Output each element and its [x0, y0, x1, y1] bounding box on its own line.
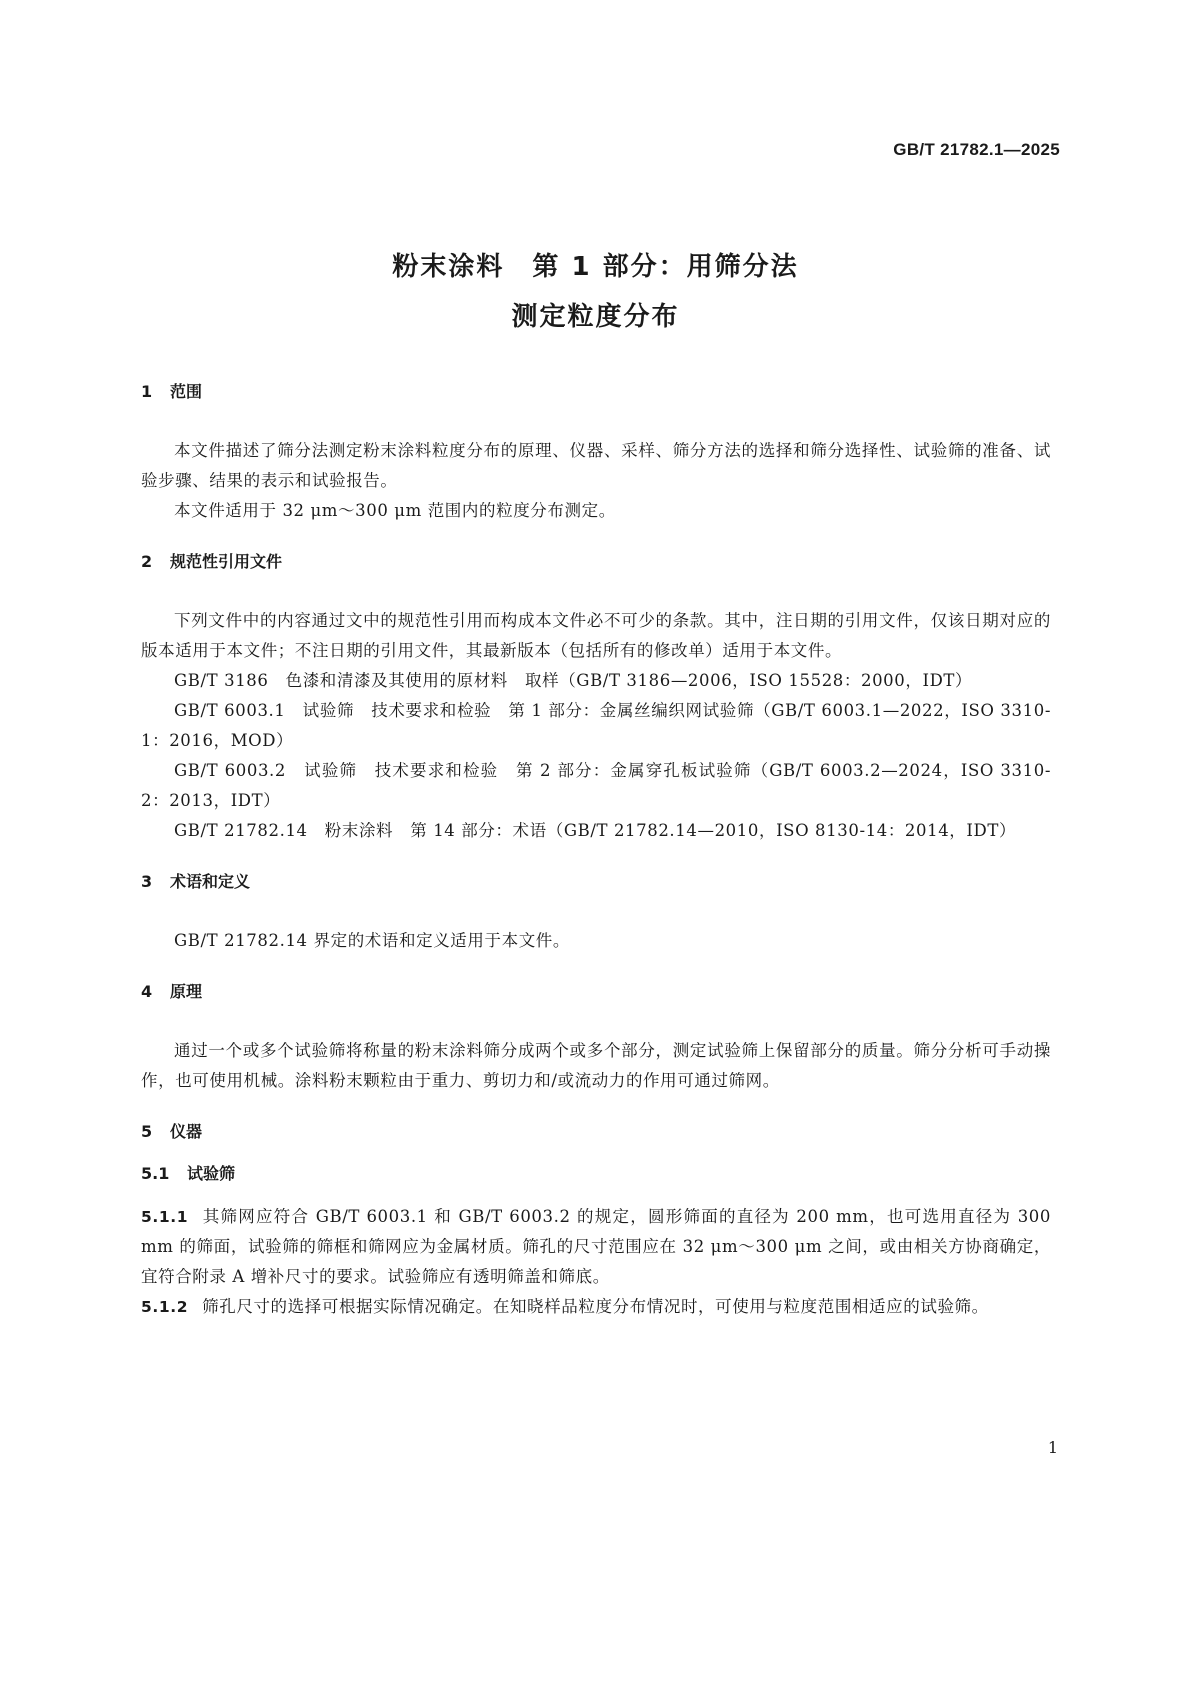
subsection-number: 5.1	[141, 1164, 170, 1183]
section-heading-scope	[141, 378, 1051, 406]
subsection-title: 试验筛	[187, 1164, 236, 1183]
section-title: 术语和定义	[170, 872, 251, 891]
standard-number: GB/T 21782.1—2025	[893, 140, 1060, 159]
section-number: 4	[141, 982, 153, 1001]
section-title: 原理	[170, 982, 203, 1001]
reference-item: GB/T 6003.1 试验筛 技术要求和检验 第 1 部分：金属丝编织网试验筛（GB/T 6003.1—2022，ISO 3310-1：2016，MOD）	[141, 701, 1051, 750]
clause-text: 筛孔尺寸的选择可根据实际情况确定。在知晓样品粒度分布情况时，可使用与粒度范围相适应的试验筛。	[202, 1297, 989, 1316]
section-title: 范围	[170, 382, 203, 401]
reference-item: GB/T 21782.14 粉末涂料 第 14 部分：术语（GB/T 21782.14—2010，ISO 8130-14：2014，IDT）	[174, 821, 1017, 840]
section-heading-normative-references	[141, 548, 1051, 576]
clause-5-1-1	[141, 1202, 1051, 1292]
reference-item: GB/T 3186 色漆和清漆及其使用的原材料 取样（GB/T 3186—2006，ISO 15528：2000，IDT）	[174, 671, 973, 690]
paragraph: 本文件适用于 32 μm～300 μm 范围内的粒度分布测定。	[174, 501, 616, 520]
section-heading-principle	[141, 978, 1051, 1006]
section-title: 规范性引用文件	[170, 552, 283, 571]
document-title	[0, 242, 1191, 342]
paragraph: 通过一个或多个试验筛将称量的粉末涂料筛分成两个或多个部分，测定试验筛上保留部分的质量。筛分分析可手动操作，也可使用机械。涂料粉末颗粒由于重力、剪切力和/或流动力的作用可通过筛网。	[141, 1041, 1051, 1090]
subsection-heading-test-sieve	[141, 1160, 1051, 1188]
clause-number: 5.1.1	[141, 1208, 189, 1226]
page-number: 1	[1047, 1438, 1058, 1457]
section-heading-apparatus	[141, 1118, 1051, 1146]
title-line-2: 测定粒度分布	[511, 302, 680, 332]
section-title: 仪器	[170, 1122, 203, 1141]
section-number: 2	[141, 552, 153, 571]
title-line-1: 粉末涂料 第 1 部分：用筛分法	[392, 252, 799, 282]
paragraph: 下列文件中的内容通过文中的规范性引用而构成本文件必不可少的条款。其中，注日期的引用文件，仅该日期对应的版本适用于本文件；不注日期的引用文件，其最新版本（包括所有的修改单）适用于本文件。	[141, 611, 1051, 660]
document-body	[141, 378, 1051, 1322]
clause-5-1-2	[141, 1292, 1051, 1322]
reference-item: GB/T 6003.2 试验筛 技术要求和检验 第 2 部分：金属穿孔板试验筛（GB/T 6003.2—2024，ISO 3310-2：2013，IDT）	[141, 761, 1051, 810]
paragraph: 本文件描述了筛分法测定粉末涂料粒度分布的原理、仪器、采样、筛分方法的选择和筛分选择性、试验筛的准备、试验步骤、结果的表示和试验报告。	[141, 441, 1051, 490]
section-number: 5	[141, 1122, 153, 1141]
section-number: 3	[141, 872, 153, 891]
clause-number: 5.1.2	[141, 1298, 189, 1316]
clause-text: 其筛网应符合 GB/T 6003.1 和 GB/T 6003.2 的规定，圆形筛面的直径为 200 mm，也可选用直径为 300 mm 的筛面，试验筛的筛框和筛网应为金属材质。筛孔的尺寸范围应在 32 μm～300 μm 之间，或由相关方协商确定，宜符合附录 A 增补尺寸的要求。试验筛应有透明筛盖和筛底。	[141, 1207, 1051, 1286]
section-heading-terms	[141, 868, 1051, 896]
paragraph: GB/T 21782.14 界定的术语和定义适用于本文件。	[174, 931, 570, 950]
section-number: 1	[141, 382, 153, 401]
